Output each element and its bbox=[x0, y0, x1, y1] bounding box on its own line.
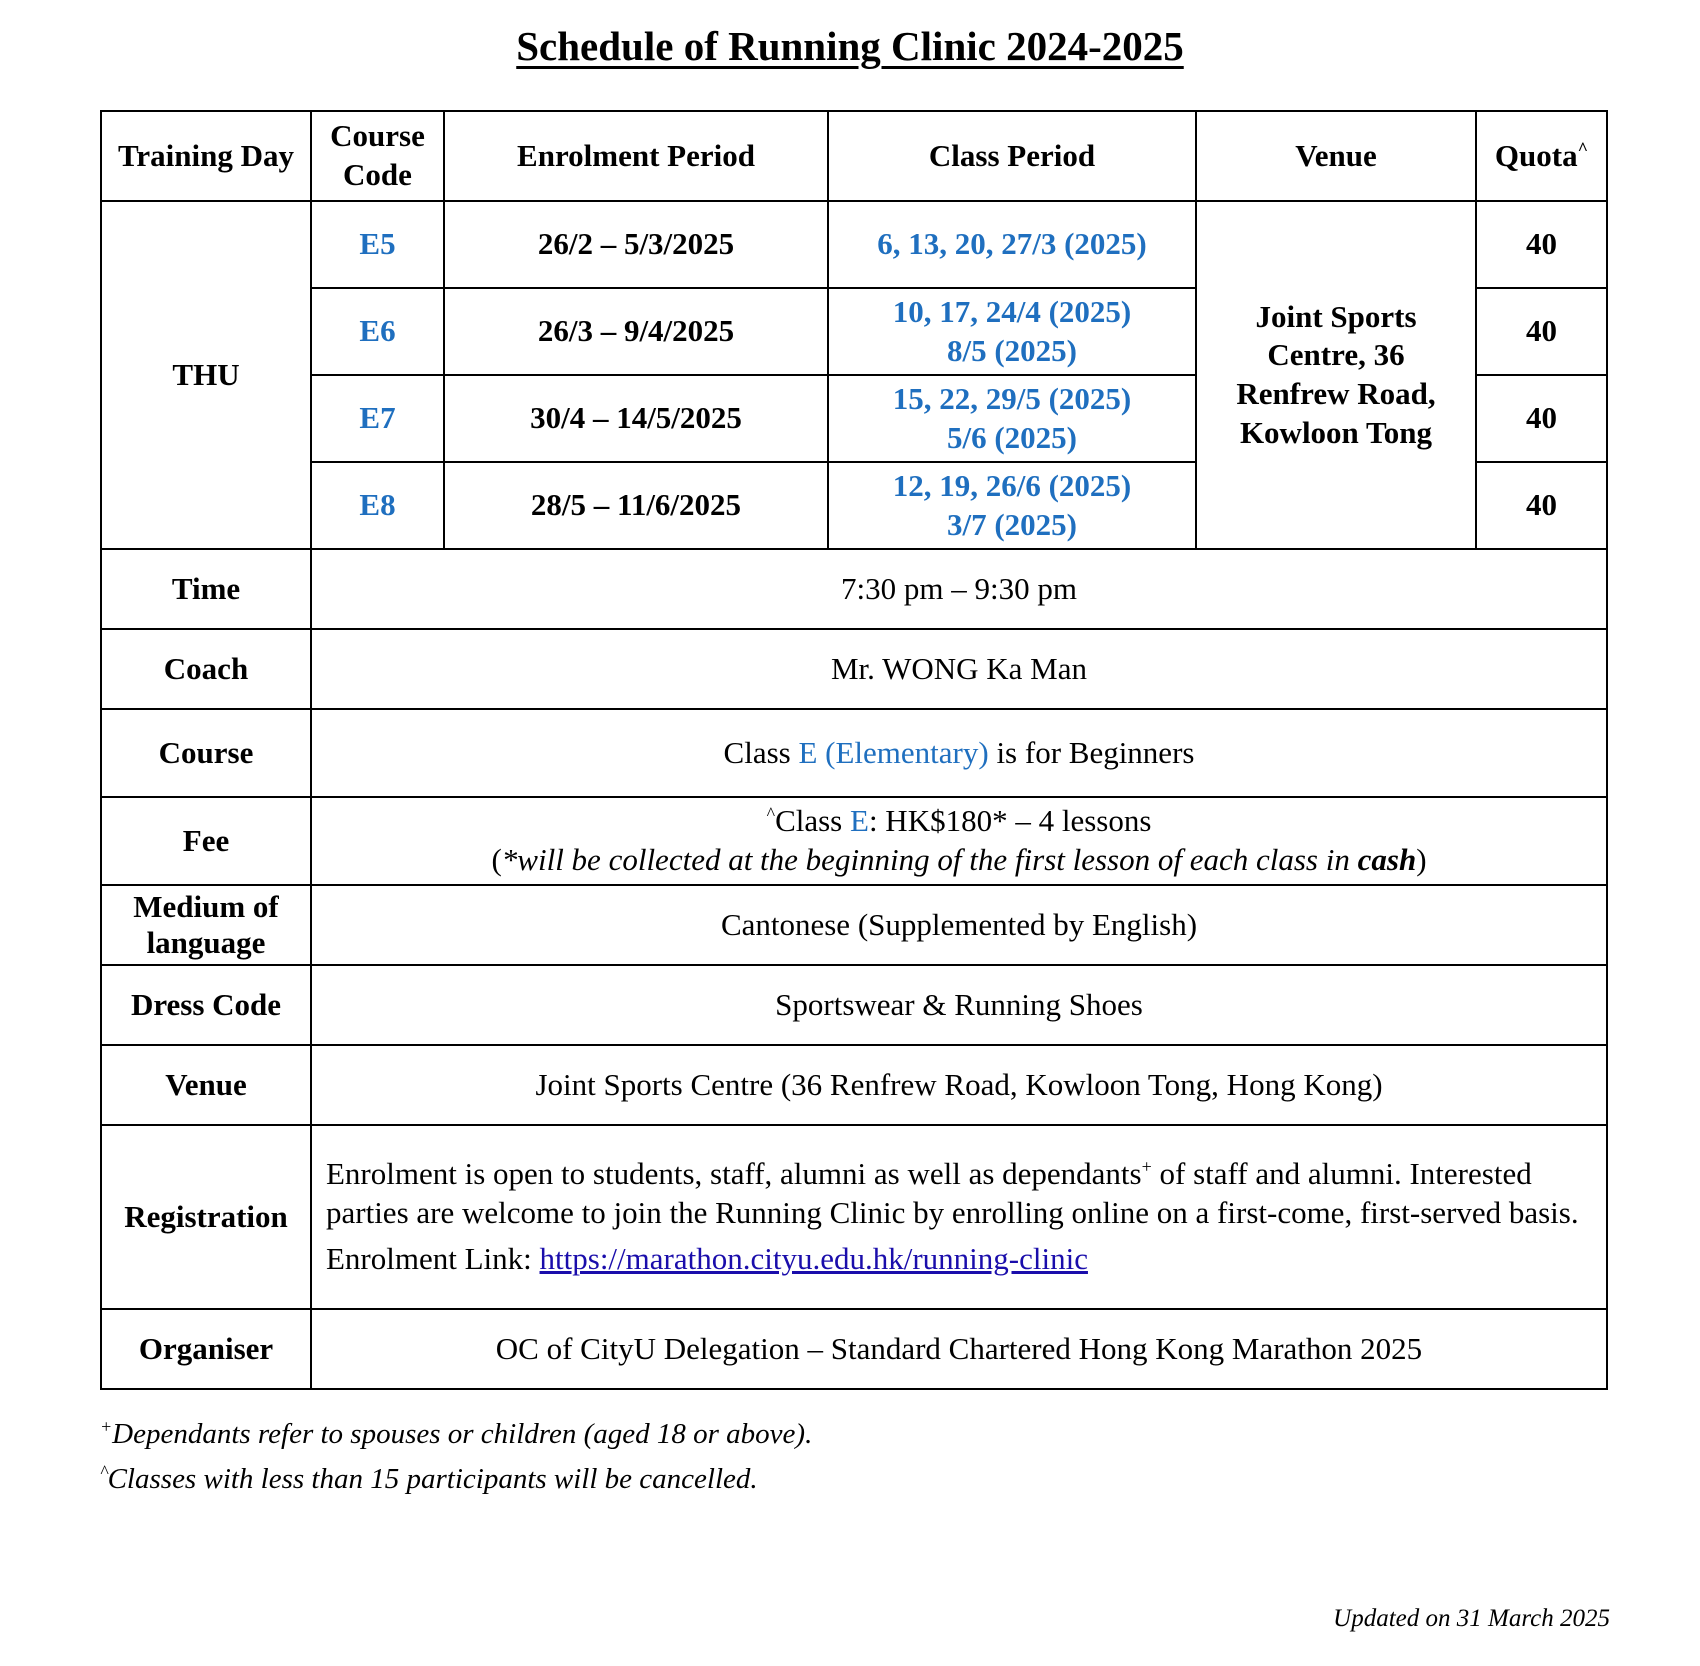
info-row-course bbox=[101, 709, 1607, 797]
class-period-line1: 10, 17, 24/4 (2025) bbox=[892, 293, 1132, 329]
registration-label: Registration bbox=[101, 1125, 311, 1309]
class-period-line1: 6, 13, 20, 27/3 (2025) bbox=[877, 226, 1147, 262]
quota-mark: ^ bbox=[1577, 138, 1589, 159]
course-value bbox=[311, 709, 1607, 797]
fee-highlight: E bbox=[850, 803, 869, 839]
footnote-cancellation-mark: ^ bbox=[100, 1461, 108, 1482]
registration-text-a: Enrolment is open to students, staff, alumni as well as dependants bbox=[326, 1155, 1142, 1191]
medium-label: Medium of language bbox=[101, 885, 311, 965]
enrolment-period: 28/5 – 11/6/2025 bbox=[444, 462, 828, 549]
schedule-table bbox=[100, 110, 1608, 1390]
table-row bbox=[101, 201, 1607, 288]
info-row-time bbox=[101, 549, 1607, 629]
header-enrolment-period: Enrolment Period bbox=[444, 111, 828, 201]
quota: 40 bbox=[1476, 462, 1607, 549]
enrolment-period: 26/2 – 5/3/2025 bbox=[444, 201, 828, 288]
page-title: Schedule of Running Clinic 2024-2025 bbox=[516, 23, 1184, 69]
fee-label: Fee bbox=[101, 797, 311, 885]
enrolment-link-label: Enrolment Link: bbox=[326, 1241, 540, 1277]
class-period-line2: 3/7 (2025) bbox=[946, 506, 1077, 542]
table-header-row bbox=[101, 111, 1607, 201]
quota: 40 bbox=[1476, 375, 1607, 462]
class-period-line2: 8/5 (2025) bbox=[946, 332, 1077, 368]
enrolment-link[interactable]: https://marathon.cityu.edu.hk/running-clinic bbox=[539, 1241, 1088, 1277]
fee-line1 bbox=[318, 802, 1600, 841]
course-code: E6 bbox=[311, 288, 444, 375]
class-period bbox=[828, 201, 1196, 288]
coach-label: Coach bbox=[101, 629, 311, 709]
venue-label: Venue bbox=[101, 1045, 311, 1125]
class-period-line1: 12, 19, 26/6 (2025) bbox=[892, 467, 1132, 503]
organiser-label: Organiser bbox=[101, 1309, 311, 1389]
info-row-fee bbox=[101, 797, 1607, 885]
header-quota bbox=[1476, 111, 1607, 201]
training-day-cell: THU bbox=[101, 201, 311, 549]
header-quota-label: Quota bbox=[1494, 137, 1578, 173]
class-period bbox=[828, 375, 1196, 462]
time-value: 7:30 pm – 9:30 pm bbox=[311, 549, 1607, 629]
header-class-period: Class Period bbox=[828, 111, 1196, 201]
dress-label: Dress Code bbox=[101, 965, 311, 1045]
enrolment-period: 26/3 – 9/4/2025 bbox=[444, 288, 828, 375]
fee-prefix: Class bbox=[775, 803, 850, 839]
footnote-cancellation bbox=[100, 1463, 812, 1496]
fee-suffix: : HK$180* – 4 lessons bbox=[868, 803, 1152, 839]
course-label: Course bbox=[101, 709, 311, 797]
time-label: Time bbox=[101, 549, 311, 629]
fee-close: ) bbox=[1416, 842, 1427, 877]
coach-value: Mr. WONG Ka Man bbox=[311, 629, 1607, 709]
info-row-registration bbox=[101, 1125, 1607, 1309]
footnotes bbox=[100, 1418, 812, 1508]
info-row-medium bbox=[101, 885, 1607, 965]
course-highlight: E (Elementary) bbox=[798, 734, 989, 770]
course-code: E7 bbox=[311, 375, 444, 462]
class-period bbox=[828, 288, 1196, 375]
class-period bbox=[828, 462, 1196, 549]
info-row-dress bbox=[101, 965, 1607, 1045]
venue-value: Joint Sports Centre (36 Renfrew Road, Kowloon Tong, Hong Kong) bbox=[311, 1045, 1607, 1125]
info-row-organiser bbox=[101, 1309, 1607, 1389]
footnote-dependants bbox=[100, 1418, 812, 1451]
organiser-value: OC of CityU Delegation – Standard Chartered Hong Kong Marathon 2025 bbox=[311, 1309, 1607, 1389]
fee-mark: ^ bbox=[766, 803, 776, 824]
fee-value bbox=[311, 797, 1607, 885]
footnote-dependants-mark: + bbox=[100, 1416, 113, 1437]
header-venue: Venue bbox=[1196, 111, 1476, 201]
quota: 40 bbox=[1476, 201, 1607, 288]
venue-cell: Joint Sports Centre, 36 Renfrew Road, Kowloon Tong bbox=[1196, 201, 1476, 549]
header-training-day: Training Day bbox=[101, 111, 311, 201]
course-code: E5 bbox=[311, 201, 444, 288]
header-course-code: Course Code bbox=[311, 111, 444, 201]
dependants-mark: + bbox=[1141, 1156, 1152, 1177]
registration-text-b: of staff and alumni. Interested parties are welcome to join the Running Clinic by enrolling online on a first-come, first-served basis. bbox=[326, 1155, 1579, 1230]
class-period-line1: 15, 22, 29/5 (2025) bbox=[892, 380, 1132, 416]
footnote-dependants-text: Dependants refer to spouses or children (aged 18 or above). bbox=[112, 1418, 813, 1450]
course-prefix: Class bbox=[723, 734, 799, 770]
course-suffix: is for Beginners bbox=[988, 734, 1195, 770]
course-code: E8 bbox=[311, 462, 444, 549]
medium-value: Cantonese (Supplemented by English) bbox=[311, 885, 1607, 965]
registration-value bbox=[311, 1125, 1607, 1309]
class-period-line2: 5/6 (2025) bbox=[946, 419, 1077, 455]
dress-value: Sportswear & Running Shoes bbox=[311, 965, 1607, 1045]
fee-line2 bbox=[318, 841, 1600, 880]
fee-cash: cash bbox=[1357, 842, 1417, 877]
registration-text bbox=[326, 1155, 1592, 1233]
info-row-venue bbox=[101, 1045, 1607, 1125]
updated-date: Updated on 31 March 2025 bbox=[1333, 1605, 1610, 1632]
footnote-cancellation-text: Classes with less than 15 participants will be cancelled. bbox=[107, 1463, 758, 1495]
info-row-coach bbox=[101, 629, 1607, 709]
enrolment-period: 30/4 – 14/5/2025 bbox=[444, 375, 828, 462]
fee-note: *will be collected at the beginning of the first lesson of each class in bbox=[501, 842, 1358, 877]
fee-open: ( bbox=[491, 842, 502, 877]
quota: 40 bbox=[1476, 288, 1607, 375]
enrolment-link-line bbox=[326, 1240, 1592, 1279]
